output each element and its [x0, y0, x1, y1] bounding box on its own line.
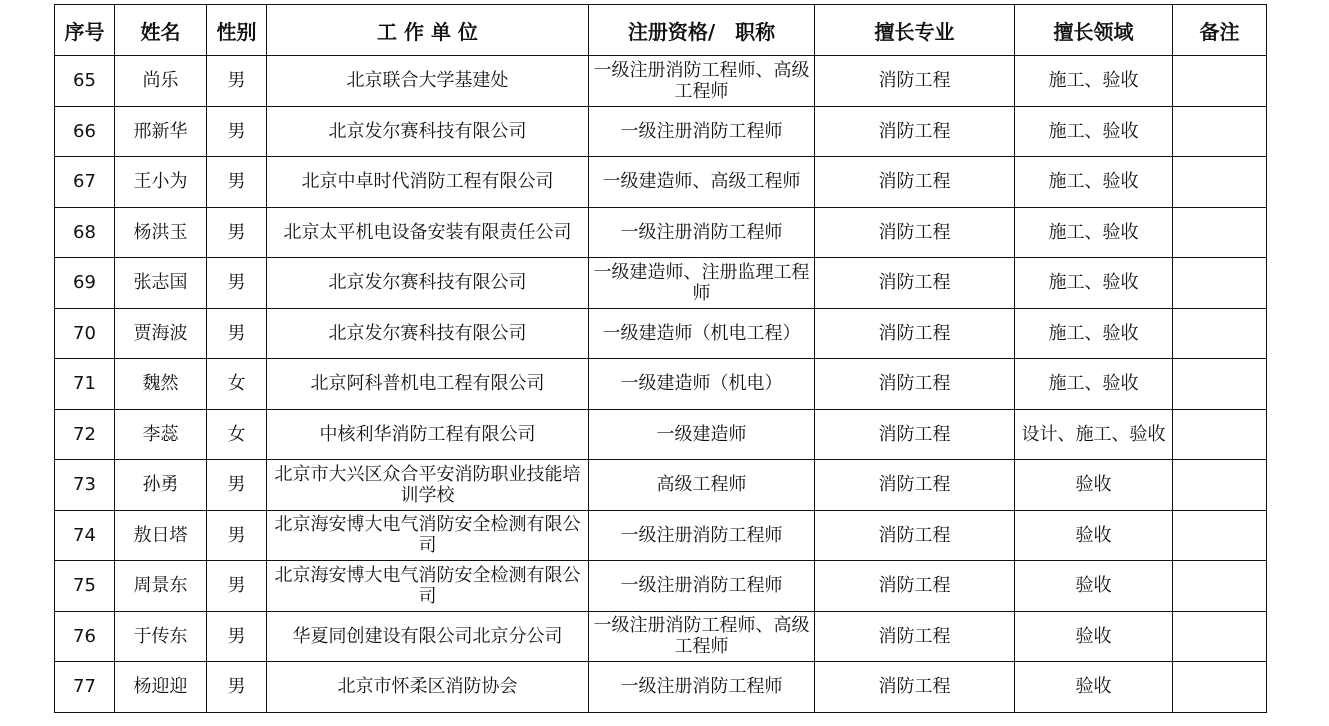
cell-note [1173, 258, 1267, 309]
table-row [55, 308, 1267, 359]
cell-name: 于传东 [115, 611, 207, 662]
cell-org: 北京发尔赛科技有限公司 [267, 258, 589, 309]
cell-major: 消防工程 [815, 359, 1015, 410]
cell-gender: 男 [207, 258, 267, 309]
cell-note [1173, 359, 1267, 410]
cell-title: 一级建造师 [589, 409, 815, 460]
table-header [55, 5, 1267, 56]
table-row [55, 561, 1267, 612]
cell-major: 消防工程 [815, 409, 1015, 460]
cell-org: 北京联合大学基建处 [267, 56, 589, 107]
cell-org: 北京海安博大电气消防安全检测有限公司 [267, 561, 589, 612]
header-no: 序号 [55, 5, 115, 56]
header-note: 备注 [1173, 5, 1267, 56]
cell-no: 75 [55, 561, 115, 612]
cell-field: 验收 [1015, 510, 1173, 561]
cell-org: 北京发尔赛科技有限公司 [267, 106, 589, 157]
cell-title: 一级注册消防工程师、高级工程师 [589, 56, 815, 107]
cell-field: 施工、验收 [1015, 56, 1173, 107]
cell-title: 一级建造师、高级工程师 [589, 157, 815, 208]
cell-no: 73 [55, 460, 115, 511]
cell-org: 北京市怀柔区消防协会 [267, 662, 589, 713]
cell-title: 一级注册消防工程师 [589, 662, 815, 713]
cell-name: 孙勇 [115, 460, 207, 511]
cell-title: 一级注册消防工程师 [589, 561, 815, 612]
cell-field: 施工、验收 [1015, 207, 1173, 258]
cell-major: 消防工程 [815, 510, 1015, 561]
cell-no: 77 [55, 662, 115, 713]
cell-gender: 男 [207, 308, 267, 359]
cell-major: 消防工程 [815, 561, 1015, 612]
cell-field: 施工、验收 [1015, 157, 1173, 208]
table-row [55, 56, 1267, 107]
cell-major: 消防工程 [815, 207, 1015, 258]
cell-title: 一级建造师、注册监理工程师 [589, 258, 815, 309]
cell-no: 67 [55, 157, 115, 208]
cell-name: 张志国 [115, 258, 207, 309]
cell-org: 北京阿科普机电工程有限公司 [267, 359, 589, 410]
cell-org: 北京发尔赛科技有限公司 [267, 308, 589, 359]
cell-field: 施工、验收 [1015, 106, 1173, 157]
cell-major: 消防工程 [815, 106, 1015, 157]
cell-major: 消防工程 [815, 157, 1015, 208]
table-row [55, 510, 1267, 561]
cell-field: 验收 [1015, 662, 1173, 713]
cell-org: 中核利华消防工程有限公司 [267, 409, 589, 460]
cell-title: 一级注册消防工程师、高级工程师 [589, 611, 815, 662]
header-gender: 性别 [207, 5, 267, 56]
cell-gender: 男 [207, 207, 267, 258]
cell-major: 消防工程 [815, 611, 1015, 662]
cell-gender: 男 [207, 662, 267, 713]
cell-note [1173, 56, 1267, 107]
cell-name: 邢新华 [115, 106, 207, 157]
table-row [55, 207, 1267, 258]
cell-field: 验收 [1015, 611, 1173, 662]
table-row [55, 157, 1267, 208]
cell-note [1173, 207, 1267, 258]
table-row [55, 662, 1267, 713]
cell-no: 76 [55, 611, 115, 662]
cell-org: 北京海安博大电气消防安全检测有限公司 [267, 510, 589, 561]
cell-note [1173, 510, 1267, 561]
cell-major: 消防工程 [815, 258, 1015, 309]
cell-no: 68 [55, 207, 115, 258]
cell-gender: 男 [207, 561, 267, 612]
cell-field: 设计、施工、验收 [1015, 409, 1173, 460]
cell-field: 施工、验收 [1015, 308, 1173, 359]
cell-no: 74 [55, 510, 115, 561]
cell-note [1173, 409, 1267, 460]
cell-note [1173, 460, 1267, 511]
cell-name: 魏然 [115, 359, 207, 410]
cell-title: 一级注册消防工程师 [589, 207, 815, 258]
cell-gender: 男 [207, 106, 267, 157]
cell-note [1173, 662, 1267, 713]
header-name: 姓名 [115, 5, 207, 56]
cell-note [1173, 561, 1267, 612]
cell-gender: 男 [207, 510, 267, 561]
cell-major: 消防工程 [815, 308, 1015, 359]
cell-title: 一级建造师（机电） [589, 359, 815, 410]
cell-no: 70 [55, 308, 115, 359]
cell-name: 杨迎迎 [115, 662, 207, 713]
cell-org: 北京太平机电设备安装有限责任公司 [267, 207, 589, 258]
cell-name: 李蕊 [115, 409, 207, 460]
cell-major: 消防工程 [815, 460, 1015, 511]
header-org: 工 作 单 位 [267, 5, 589, 56]
cell-field: 验收 [1015, 561, 1173, 612]
cell-org: 北京中卓时代消防工程有限公司 [267, 157, 589, 208]
table-row [55, 460, 1267, 511]
cell-no: 72 [55, 409, 115, 460]
cell-name: 尚乐 [115, 56, 207, 107]
table-row [55, 359, 1267, 410]
cell-title: 高级工程师 [589, 460, 815, 511]
cell-gender: 男 [207, 611, 267, 662]
header-title: 注册资格/ 职称 [589, 5, 815, 56]
cell-title: 一级建造师（机电工程） [589, 308, 815, 359]
cell-note [1173, 611, 1267, 662]
cell-name: 敖日塔 [115, 510, 207, 561]
cell-major: 消防工程 [815, 662, 1015, 713]
cell-note [1173, 106, 1267, 157]
cell-name: 王小为 [115, 157, 207, 208]
table-row [55, 106, 1267, 157]
header-row [55, 5, 1267, 56]
cell-note [1173, 308, 1267, 359]
header-field: 擅长领域 [1015, 5, 1173, 56]
cell-name: 周景东 [115, 561, 207, 612]
cell-field: 验收 [1015, 460, 1173, 511]
cell-gender: 男 [207, 460, 267, 511]
table-row [55, 611, 1267, 662]
cell-note [1173, 157, 1267, 208]
cell-title: 一级注册消防工程师 [589, 510, 815, 561]
cell-name: 贾海波 [115, 308, 207, 359]
cell-no: 65 [55, 56, 115, 107]
cell-gender: 男 [207, 56, 267, 107]
cell-major: 消防工程 [815, 56, 1015, 107]
header-major: 擅长专业 [815, 5, 1015, 56]
cell-field: 施工、验收 [1015, 258, 1173, 309]
table-row [55, 409, 1267, 460]
cell-name: 杨洪玉 [115, 207, 207, 258]
cell-org: 北京市大兴区众合平安消防职业技能培训学校 [267, 460, 589, 511]
cell-title: 一级注册消防工程师 [589, 106, 815, 157]
cell-no: 66 [55, 106, 115, 157]
cell-no: 69 [55, 258, 115, 309]
cell-gender: 女 [207, 409, 267, 460]
table-row [55, 258, 1267, 309]
cell-no: 71 [55, 359, 115, 410]
table-body [55, 56, 1267, 713]
cell-gender: 女 [207, 359, 267, 410]
cell-field: 施工、验收 [1015, 359, 1173, 410]
cell-org: 华夏同创建设有限公司北京分公司 [267, 611, 589, 662]
expert-roster-table [54, 4, 1267, 713]
cell-gender: 男 [207, 157, 267, 208]
